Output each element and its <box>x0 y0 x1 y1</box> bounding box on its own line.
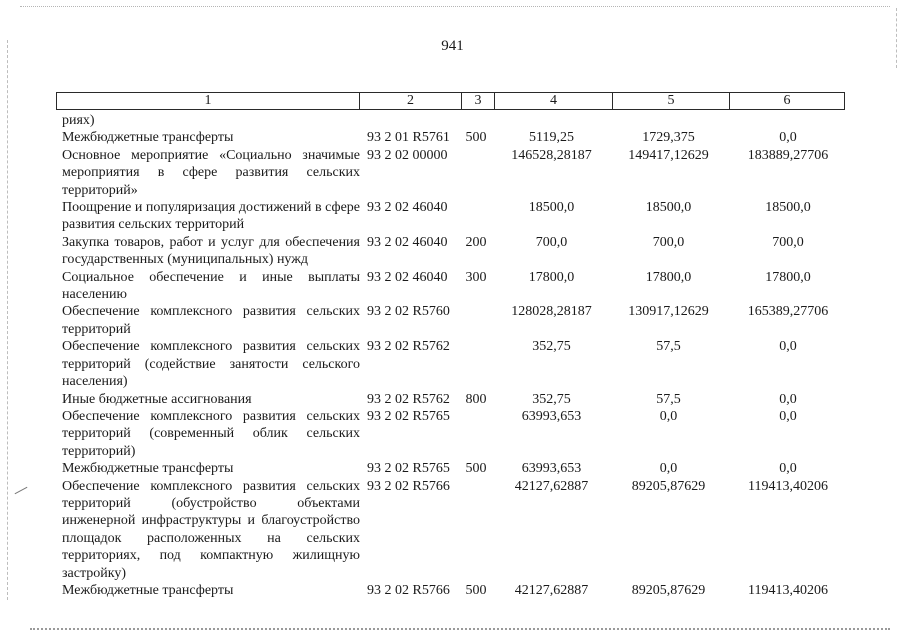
table-row <box>62 391 849 408</box>
header-col-2: 2 <box>360 93 462 110</box>
table-row <box>62 582 849 599</box>
table-row <box>62 338 849 390</box>
row-code: 93 2 02 R5762 <box>367 391 450 407</box>
row-value-col6: 0,0 <box>779 391 797 407</box>
row-name: Межбюджетные трансферты <box>62 130 234 146</box>
row-value-col5: 89205,87629 <box>631 582 706 598</box>
row-value-col5: 0,0 <box>659 461 678 477</box>
row-expense-type: 800 <box>465 391 487 407</box>
row-value-col6: 0,0 <box>779 339 797 355</box>
row-expense-type <box>459 478 493 582</box>
row-value-col4: 146528,28187 <box>511 147 592 163</box>
row-value-col5: 57,5 <box>656 391 681 407</box>
row-value-col5: 0,0 <box>659 408 678 424</box>
row-value-col6: 18500,0 <box>765 200 811 216</box>
table-row <box>62 408 849 460</box>
table-row <box>62 269 849 304</box>
row-code: 93 2 02 46040 <box>367 269 448 285</box>
row-name: Социальное обеспечение и иные выплаты населению <box>62 269 360 303</box>
row-value-col4: 63993,653 <box>521 461 582 477</box>
row-name: Обеспечение комплексного развития сельских территорий (современный облик сельских территорий) <box>62 408 360 459</box>
table-row <box>62 129 849 146</box>
row-code: 93 2 01 R5761 <box>367 130 450 146</box>
row-value-col5: 18500,0 <box>645 200 692 216</box>
row-code: 93 2 02 R5765 <box>367 461 450 477</box>
row-expense-type <box>459 303 493 338</box>
header-col-4: 4 <box>495 93 613 110</box>
row-code: 93 2 02 R5765 <box>367 408 450 424</box>
row-code: 93 2 02 00000 <box>367 147 448 163</box>
row-expense-type: 500 <box>465 461 487 477</box>
row-expense-type <box>459 147 493 199</box>
row-name: Обеспечение комплексного развития сельских территорий <box>62 304 360 337</box>
row-value-col5: 1729,375 <box>642 130 695 146</box>
row-code: 93 2 02 R5760 <box>367 304 450 320</box>
row-expense-type <box>459 338 493 390</box>
row-name: Межбюджетные трансферты <box>62 461 234 477</box>
row-value-col4: 352,75 <box>532 391 571 407</box>
header-col-1: 1 <box>57 93 360 110</box>
header-col-5: 5 <box>613 93 730 110</box>
row-name: Межбюджетные трансферты <box>62 582 234 598</box>
row-value-col5: 89205,87629 <box>631 478 706 494</box>
row-value-col6: 165389,27706 <box>747 304 829 320</box>
row-expense-type: 300 <box>465 269 487 285</box>
table-row <box>62 303 849 338</box>
row-name: Закупка товаров, работ и услуг для обеспечения государственных (муниципальных) нужд <box>62 234 360 268</box>
table-row <box>62 112 849 129</box>
table-row <box>62 478 849 582</box>
table-row <box>62 199 849 234</box>
row-value-col5: 130917,12629 <box>628 304 709 320</box>
row-expense-type: 500 <box>465 582 487 598</box>
table-row <box>62 460 849 477</box>
row-value-col4 <box>493 112 610 129</box>
header-row <box>57 93 845 110</box>
row-name: Основное мероприятие «Социально значимые мероприятия в сфере развития сельских территорий» <box>62 147 360 198</box>
row-value-col6: 0,0 <box>779 408 797 424</box>
row-value-col4: 42127,62887 <box>514 478 589 494</box>
row-name: Поощрение и популяризация достижений в сфере развития сельских территорий <box>62 200 360 233</box>
header-col-3: 3 <box>462 93 495 110</box>
scan-edge-left <box>7 40 8 600</box>
row-value-col6: 17800,0 <box>765 269 811 285</box>
row-name: Обеспечение комплексного развития сельских территорий (содействие занятости сельского населения) <box>62 339 360 390</box>
row-value-col6: 0,0 <box>779 130 797 146</box>
scan-edge-top <box>20 6 890 7</box>
row-value-col5 <box>610 112 727 129</box>
row-value-col5: 17800,0 <box>645 269 692 285</box>
row-code: 93 2 02 46040 <box>367 200 448 216</box>
row-value-col4: 700,0 <box>535 234 568 250</box>
row-expense-type <box>459 112 493 129</box>
table-rows <box>62 112 849 599</box>
row-value-col5: 149417,12629 <box>628 147 709 163</box>
row-value-col4: 128028,28187 <box>511 304 592 320</box>
row-value-col6: 700,0 <box>772 234 804 250</box>
row-name: Иные бюджетные ассигнования <box>62 391 252 407</box>
row-expense-type <box>459 199 493 234</box>
row-expense-type: 200 <box>465 234 487 250</box>
row-value-col4: 352,75 <box>532 339 571 355</box>
row-value-col6: 119413,40206 <box>748 478 828 494</box>
scan-edge-bottom <box>30 628 890 630</box>
table-header <box>56 92 845 110</box>
row-code <box>360 112 459 129</box>
row-value-col6 <box>727 112 849 129</box>
table-row <box>62 234 849 269</box>
budget-table <box>62 112 849 599</box>
row-expense-type <box>459 408 493 460</box>
scan-mark <box>15 487 28 494</box>
row-value-col4: 5119,25 <box>529 130 574 146</box>
row-value-col6: 119413,40206 <box>748 582 828 598</box>
row-value-col4: 18500,0 <box>528 200 575 216</box>
row-value-col5: 57,5 <box>656 339 681 355</box>
row-value-col4: 17800,0 <box>528 269 575 285</box>
row-value-col6: 183889,27706 <box>747 147 829 163</box>
row-value-col4: 42127,62887 <box>514 582 589 598</box>
row-value-col6: 0,0 <box>779 461 797 477</box>
row-name: рияx) <box>62 113 95 128</box>
header-col-6: 6 <box>730 93 845 110</box>
row-expense-type: 500 <box>465 130 487 146</box>
page-number: 941 <box>441 38 464 54</box>
row-name: Обеспечение комплексного развития сельских территорий (обустройство объектами инженерной инфраструктуры и благоустройство площадок расположенных на сельских территориях, под компактную жилищную застройку) <box>62 478 360 581</box>
table-row <box>62 147 849 199</box>
row-value-col5: 700,0 <box>652 234 685 250</box>
row-code: 93 2 02 R5762 <box>367 339 450 355</box>
row-code: 93 2 02 R5766 <box>367 582 450 598</box>
row-code: 93 2 02 46040 <box>367 234 448 250</box>
row-value-col4: 63993,653 <box>521 408 582 424</box>
row-code: 93 2 02 R5766 <box>367 478 450 494</box>
